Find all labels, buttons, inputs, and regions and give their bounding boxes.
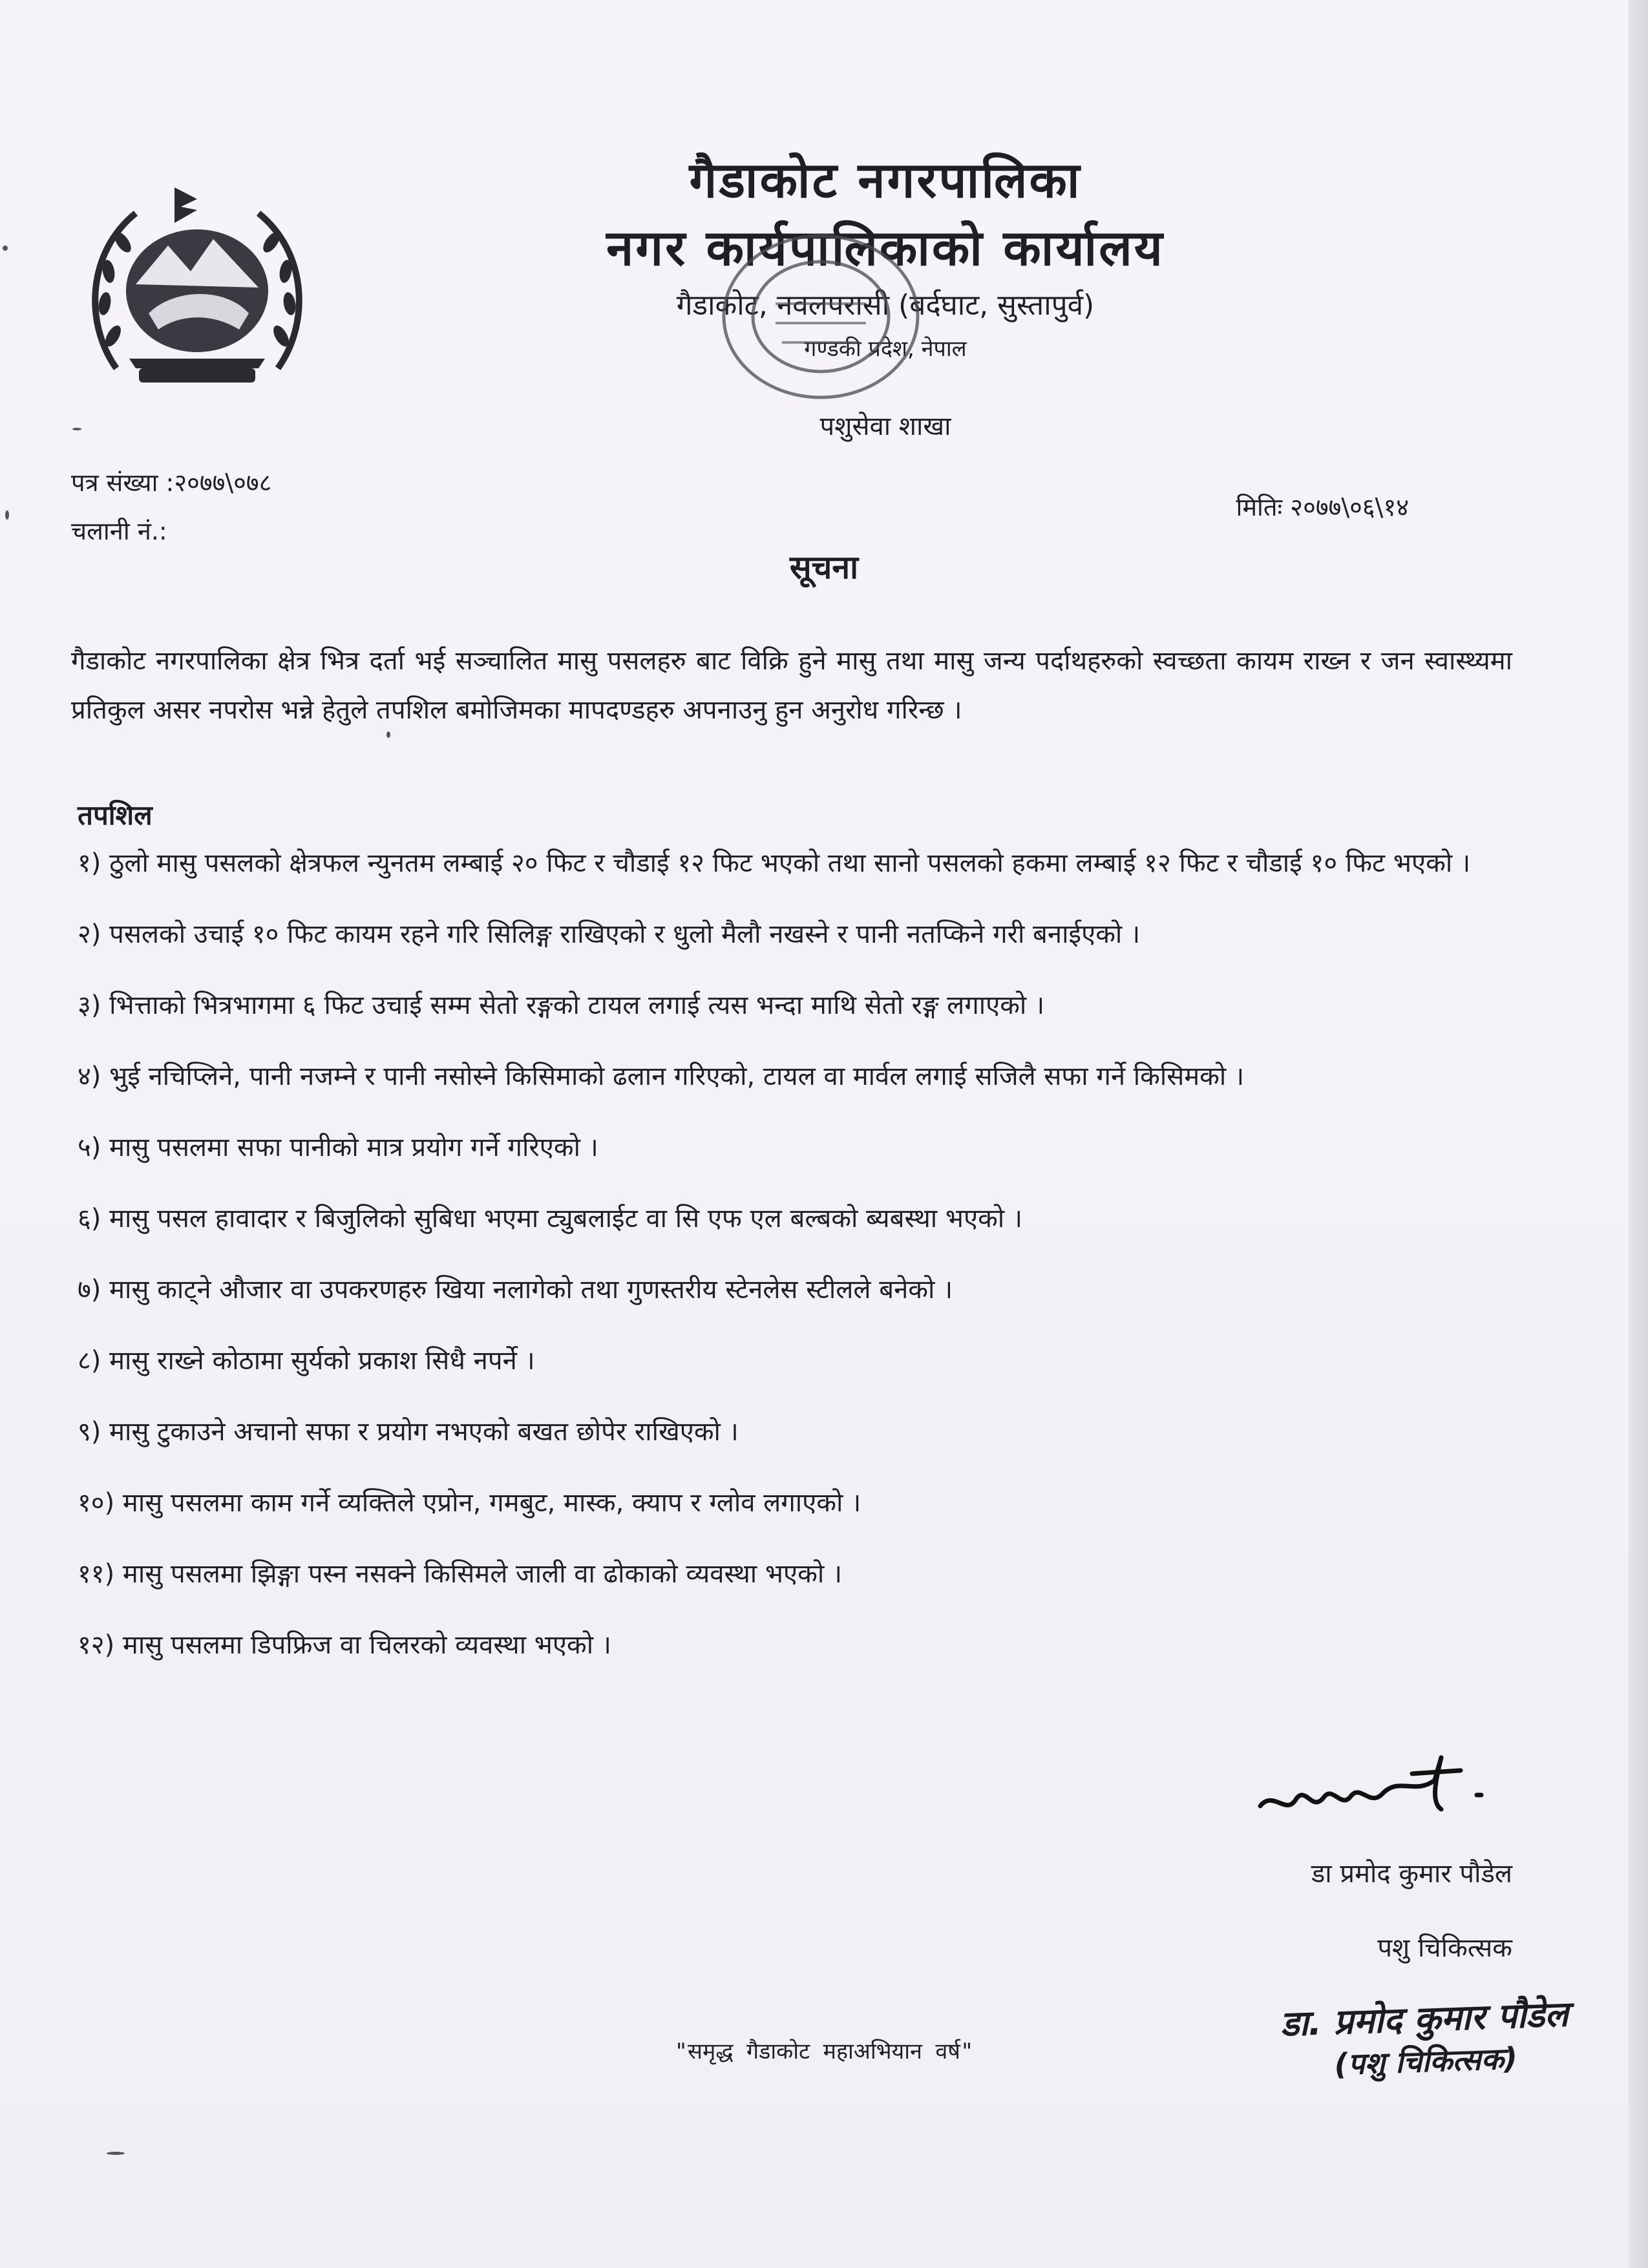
list-item: १) ठुलो मासु पसलको क्षेत्रफल न्युनतम लम्बाई २० फिट र चौडाई १२ फिट भएको तथा सानो पसलको हकमा लम्बाई १२ फिट र चौडाई १० फिट भएको ।: [78, 848, 1471, 878]
scan-speck: [5, 510, 9, 520]
scan-speck: [107, 2152, 125, 2155]
letter-date: मितिः २०७७\०६\१४: [1236, 493, 1409, 521]
handwritten-signature: [1247, 1745, 1519, 1829]
scan-speck: [3, 246, 8, 251]
municipality-name: गैडाकोट नगरपालिका: [689, 151, 1082, 209]
scan-speck: [72, 428, 81, 430]
criteria-list: [78, 840, 1519, 1693]
office-seal-stamp: [679, 213, 950, 426]
list-item: ११) मासु पसलमा झिङ्गा पस्न नसक्ने किसिमले जाली वा ढोकाको व्यवस्था भएको ।: [78, 1559, 843, 1589]
list-item: ८) मासु राख्ने कोठामा सुर्यको प्रकाश सिधै नपर्ने ।: [78, 1346, 535, 1376]
list-item: ६) मासु पसल हावादार र बिजुलिको सुबिधा भएमा ट्युबलाईट वा सि एफ एल बल्बको ब्यबस्था भएको ।: [78, 1204, 1023, 1234]
list-item: १२) मासु पसलमा डिपफ्रिज वा चिलरको व्यवस्था भएको ।: [78, 1630, 611, 1660]
list-item: ७) मासु काट्ने औजार वा उपकरणहरु खिया नलागेको तथा गुणस्तरीय स्टेनलेस स्टीलले बनेको ।: [78, 1275, 953, 1305]
list-item: ४) भुई नचिप्लिने, पानी नजम्ने र पानी नसोस्ने किसिमाको ढलान गरिएको, टायल वा मार्वल लगाई सजिलै सफा गर्ने किसिमको ।: [78, 1062, 1245, 1091]
signatory-title: पशु चिकित्सक: [1377, 1933, 1512, 1963]
office-name: नगर कार्यपालिकाको कार्यालय: [606, 219, 1165, 277]
stamp-name: डा. प्रमोद कुमार पौडेल: [1280, 1993, 1569, 2044]
government-emblem-icon: [78, 174, 317, 394]
letter-number: पत्र संख्या :२०७७\०७८: [71, 468, 272, 497]
list-item: ५) मासु पसलमा सफा पानीको मात्र प्रयोग गर्ने गरिएको ।: [78, 1133, 598, 1162]
list-item: ९) मासु टुकाउने अचानो सफा र प्रयोग नभएको बखत छोपेर राखिएको ।: [78, 1417, 739, 1447]
province-line: गण्डकी प्रदेश, नेपाल: [804, 336, 967, 362]
notice-intro: गैडाकोट नगरपालिका क्षेत्र भित्र दर्ता भई सञ्चालित मासु पसलहरु बाट विक्रि हुने मासु तथा मासु जन्य पर्दाथहरुको स्वच्छता कायम राख्न र जन स्वास्थ्यमा प्रतिकुल असर नपरोस भन्ने हेतुले तपशिल बमोजिमका मापदण्डहरु अपनाउनु हुन अनुरोध गरिन्छ ।: [71, 646, 1512, 725]
list-item: १०) मासु पसलमा काम गर्ने व्यक्तिले एप्रोन, गमबुट, मास्क, क्याप र ग्लोव लगाएको ।: [78, 1488, 861, 1518]
footer-slogan: "समृद्ध गैडाकोट महाअभियान वर्ष": [674, 2039, 974, 2064]
notice-title: सूचना: [789, 549, 859, 586]
scan-speck: [386, 731, 390, 738]
office-address: गैडाकोट, नवलपरासी (बर्दघाट, सुस्तापुर्व): [676, 289, 1095, 322]
list-item: २) पसलको उचाई १० फिट कायम रहने गरि सिलिङ्ग राखिएको र धुलो मैलौ नखस्ने र पानी नतप्किने गरी बनाईएको ।: [78, 919, 1141, 949]
branch-name: पशुसेवा शाखा: [819, 412, 951, 441]
list-heading: तपशिल: [78, 799, 153, 831]
signatory-name: डा प्रमोद कुमार पौडेल: [1311, 1859, 1512, 1889]
scan-edge: [1629, 0, 1648, 2268]
stamp-title: (पशु चिकित्सक): [1333, 2041, 1518, 2082]
list-item: ३) भित्ताको भित्रभागमा ६ फिट उचाई सम्म सेतो रङ्गको टायल लगाई त्यस भन्दा माथि सेतो रङ्ग लगाएको ।: [78, 991, 1045, 1020]
dispatch-number: चलानी नं.:: [71, 517, 167, 545]
